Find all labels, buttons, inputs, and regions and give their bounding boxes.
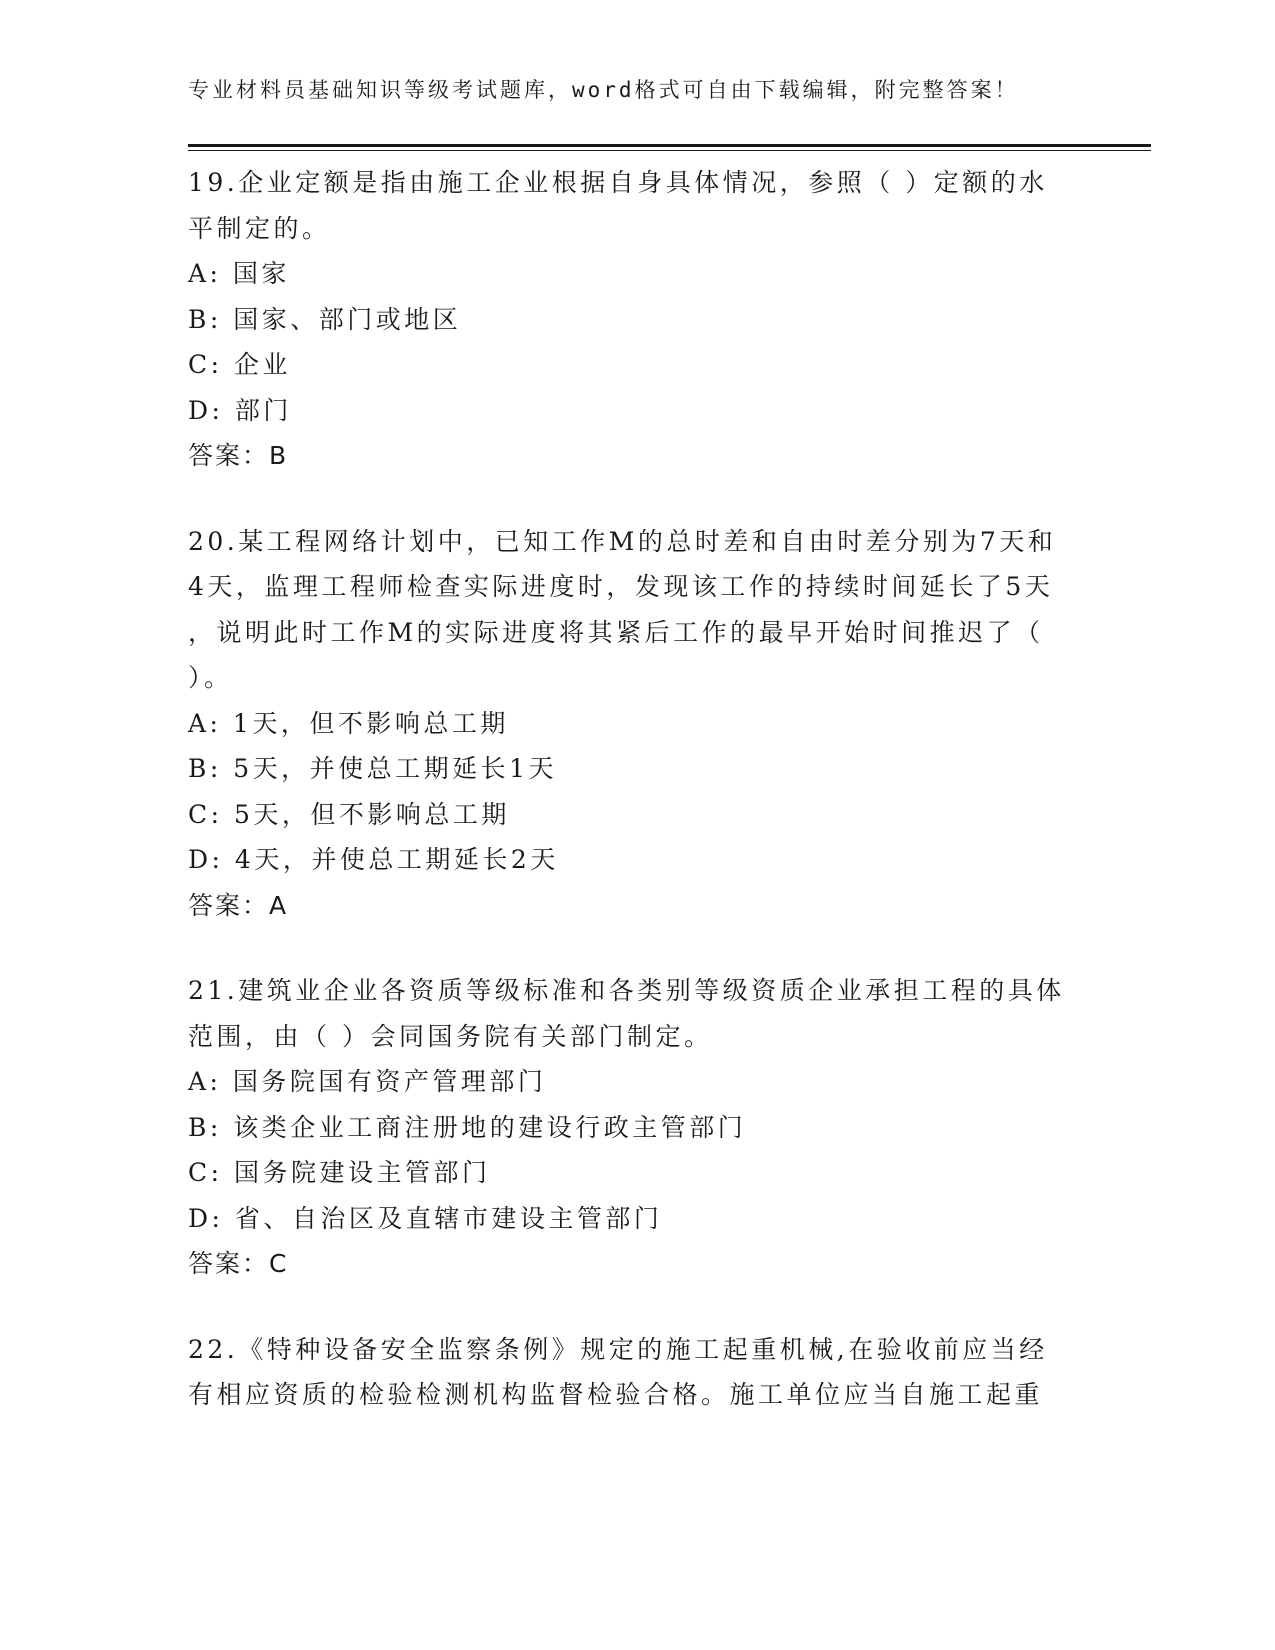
option-b: B: 5天，并使总工期延长1天 [188, 754, 558, 783]
question-20 [188, 519, 1088, 929]
answer: 答案：A [188, 890, 289, 920]
header-rule-thick [188, 144, 1151, 147]
question-22 [188, 1327, 1088, 1418]
question-text-line: 20.某工程网络计划中，已知工作M的总时差和自由时差分别为7天和 [188, 526, 1057, 556]
option-c: C: 5天，但不影响总工期 [188, 799, 510, 829]
question-text-line: 4天，监理工程师检查实际进度时，发现该工作的持续时间延长了5天 [188, 572, 1054, 601]
answer: 答案：C [188, 1249, 289, 1278]
option-a: A: 1天，但不影响总工期 [188, 708, 509, 738]
question-text-line: 范围，由（ ）会同国务院有关部门制定。 [188, 1021, 713, 1051]
option-c: C: 国务院建设主管部门 [188, 1158, 491, 1187]
question-text-line: 21.建筑业企业各资质等级标准和各类别等级资质企业承担工程的具体 [188, 976, 1065, 1005]
question-21 [188, 968, 1088, 1287]
question-text-line: 有相应资质的检验检测机构监督检验合格。施工单位应当自施工起重 [188, 1380, 1044, 1409]
question-text-line: 22.《特种设备安全监察条例》规定的施工起重机械,在验收前应当经 [188, 1334, 1048, 1364]
option-b: B: 该类企业工商注册地的建设行政主管部门 [188, 1112, 747, 1142]
answer: 答案：B [188, 441, 289, 470]
header-rule-thin [188, 150, 1151, 151]
question-text-line: ，说明此时工作M的实际进度将其紧后工作的最早开始时间推迟了（ [188, 617, 1044, 647]
question-text-line: ）。 [188, 663, 233, 692]
option-a: A: 国务院国有资产管理部门 [188, 1067, 547, 1096]
option-c: C: 企业 [188, 350, 291, 379]
question-text-line: 平制定的。 [188, 213, 331, 243]
option-a: A: 国家 [188, 259, 290, 288]
option-d: D: 部门 [188, 395, 292, 425]
option-d: D: 省、自治区及直辖市建设主管部门 [188, 1203, 663, 1233]
question-list [188, 160, 1088, 1458]
option-d: D: 4天，并使总工期延长2天 [188, 845, 559, 874]
page-header: 专业材料员基础知识等级考试题库，word格式可自由下载编辑，附完整答案！ [188, 78, 1019, 102]
question-text-line: 19.企业定额是指由施工企业根据自身具体情况，参照（ ）定额的水 [188, 168, 1048, 197]
option-b: B: 国家、部门或地区 [188, 304, 462, 334]
question-19 [188, 160, 1088, 479]
